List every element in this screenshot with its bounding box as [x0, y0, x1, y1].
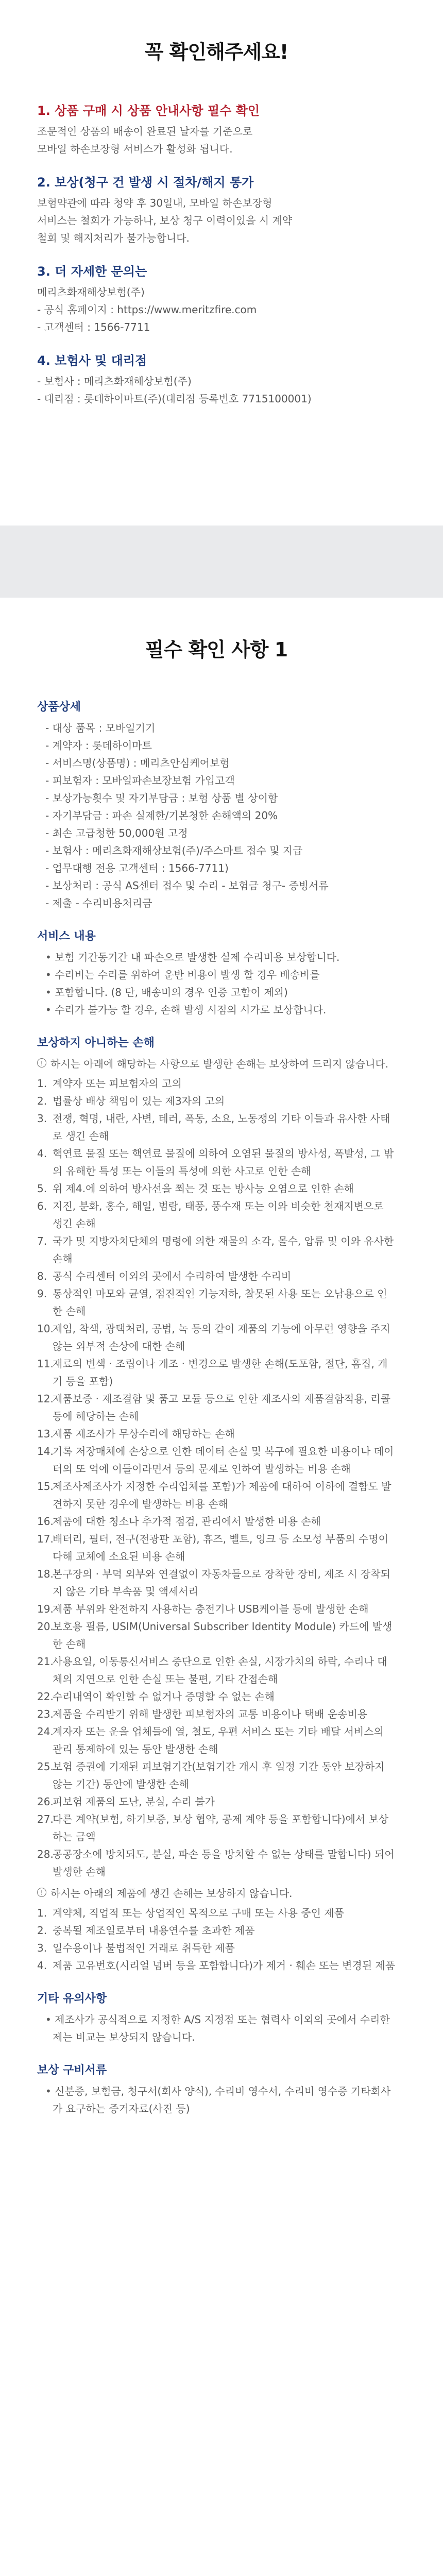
- item-number: 13.: [37, 1428, 54, 1440]
- list-item: • 수리비는 수리를 위하여 운반 비용이 발생 할 경우 배송비를: [45, 966, 396, 984]
- exclusion-intro: [37, 1055, 396, 1073]
- item-text: 일수용이나 불법적인 거래로 취득한 제품: [53, 1942, 235, 1954]
- item-number: 10.: [37, 1323, 54, 1335]
- item-text: 다른 계약(보험, 하기보증, 보상 협약, 공제 계약 등을 포함합니다)에서 보상하는 금액: [53, 1813, 389, 1843]
- item-text: 제품 부위와 완전하지 사용하는 충전기나 USB케이블 등에 발생한 손해: [53, 1603, 369, 1615]
- section-line: 서비스는 철회가 가능하나, 보상 청구 이력이있을 시 계약: [37, 214, 293, 227]
- list-item: • 제조사가 공식적으로 지정한 A/S 지정점 또는 협력사 이외의 곳에서 수리한 제는 비교는 보상되지 않습니다.: [45, 2011, 396, 2046]
- item-text: 재료의 변색 · 조립이나 개조 · 변경으로 발생한 손해(도포함, 절단, 흠집, 개기 등을 포함): [53, 1358, 388, 1387]
- list-item: [37, 1957, 396, 1974]
- section-line: - 보험사 : 메리츠화재해상보험(주): [37, 375, 192, 387]
- item-number: 22.: [37, 1690, 54, 1703]
- list-item: - 제출 - 수리비용처리금: [45, 894, 396, 912]
- item-text: 공식 수리센터 이외의 곳에서 수리하여 발생한 수리비: [53, 1270, 292, 1282]
- item-text: 중복될 제조일로부터 내용연수를 초과한 제품: [53, 1924, 255, 1937]
- list-item: [37, 1197, 396, 1232]
- item-number: 11.: [37, 1358, 54, 1370]
- list-item: [37, 1793, 396, 1810]
- list-item: • 포함합니다. (8 단, 배송비의 경우 인증 고함이 제외): [45, 984, 396, 1001]
- section-title: 2. 보상(청구 건 발생 시 절차/해지 통가: [37, 175, 254, 190]
- exclusion-heading: 보상하지 아니하는 손해: [37, 1037, 155, 1049]
- list-item: - 보상가능횟수 및 자기부담금 : 보험 상품 별 상이함: [45, 789, 396, 807]
- list-item: - 업무대행 전용 고객센터 : 1566-7711): [45, 859, 396, 877]
- notice-panel-top: [0, 0, 443, 526]
- claim-list: [37, 2082, 396, 2117]
- notice-panel-1: [0, 598, 443, 2576]
- item-number: 5.: [37, 1182, 47, 1195]
- list-item: [37, 1810, 396, 1845]
- item-text: 제품에 대한 청소나 추가적 점검, 관리에서 발생한 비용 손해: [53, 1515, 321, 1528]
- item-number: 4.: [37, 1959, 47, 1972]
- item-text: 전쟁, 혁명, 내란, 사변, 테러, 폭동, 소요, 노동쟁의 기타 이들과 유사한 사태로 생긴 손해: [53, 1112, 390, 1142]
- section-line: 보험약관에 따라 청약 후 30일내, 모바일 하손보장형: [37, 197, 272, 209]
- section-title: 3. 더 자세한 문의는: [37, 264, 147, 279]
- item-number: 20.: [37, 1620, 54, 1633]
- top-sections: [37, 100, 396, 408]
- item-number: 2.: [37, 1924, 47, 1937]
- exclusion-list: [37, 1075, 396, 1880]
- item-text: 수리내역이 확인할 수 없거나 증명할 수 없는 손해: [53, 1690, 275, 1703]
- item-text: 지진, 분화, 홍수, 해일, 범람, 태풍, 풍수재 또는 이와 비슷한 천재지변으로 생긴 손해: [53, 1200, 384, 1230]
- list-item: [37, 1425, 396, 1443]
- list-item: - 보험사 : 메리츠화재해상보험(주)/주스마트 접수 및 지급: [45, 842, 396, 859]
- item-text: 배터리, 필터, 전구(전광판 포함), 휴즈, 벨트, 잉크 등 소모성 부품의 수명이 다해 교체에 소요된 비용 손해: [53, 1533, 388, 1563]
- list-item: [37, 1232, 396, 1267]
- list-item: [37, 1688, 396, 1705]
- item-text: 계자자 또는 운을 업체들에 열, 철도, 우편 서비스 또는 기타 배달 서비스의 관리 통제하에 있는 동안 발생한 손해: [53, 1725, 384, 1755]
- item-text: 통상적인 마모와 균열, 점진적인 기능저하, 찰못된 사용 또는 오남용으로 인한 손해: [53, 1287, 387, 1317]
- item-number: 4.: [37, 1147, 47, 1160]
- page-title: 꼭 확인해주세요!: [144, 41, 288, 63]
- info-circle-icon: !: [37, 1888, 46, 1897]
- section-title: 4. 보험사 및 대리점: [37, 353, 147, 368]
- item-text: 공공장소에 방치되도, 분실, 파손 등을 방치할 수 없는 상태를 말합니다) 되어 발생한 손해: [53, 1848, 395, 1878]
- list-item: [37, 1723, 396, 1758]
- list-item: • 수리가 불가능 할 경우, 손해 발생 시점의 시가로 보상합니다.: [45, 1001, 396, 1019]
- item-text: 제조사제조사가 지정한 수리업체를 포함)가 제품에 대하여 이하에 결함도 발견하지 못한 경우에 발생하는 비용 손해: [53, 1480, 391, 1510]
- item-number: 25.: [37, 1760, 54, 1773]
- extra-list: [37, 1904, 396, 1974]
- list-item: [37, 1478, 396, 1513]
- item-text: 제품 고유번호(시리얼 넘버 등을 포함합니다)가 제거 · 훼손 또는 변경된 제품: [53, 1959, 396, 1972]
- item-number: 15.: [37, 1480, 54, 1493]
- list-item: [37, 1443, 396, 1478]
- item-number: 7.: [37, 1235, 47, 1247]
- item-number: 1.: [37, 1907, 47, 1919]
- list-item: [37, 1513, 396, 1530]
- item-number: 21.: [37, 1655, 54, 1668]
- item-text: 보험 증권에 기재된 피보험기간(보험기간 개시 후 일정 기간 동안 보장하지 않는 기간) 동안에 발생한 손해: [53, 1760, 385, 1790]
- service-heading: 서비스 내용: [37, 930, 96, 943]
- exclusion-intro-text: 하시는 아래에 해당하는 사항으로 발생한 손해는 보상하여 드리지 않습니다.: [50, 1058, 389, 1070]
- list-item: [37, 1145, 396, 1180]
- item-number: 3.: [37, 1112, 47, 1125]
- list-item: - 대상 품목 : 모바일기기: [45, 719, 396, 737]
- section-line: - 고객센터 : 1566-7711: [37, 321, 150, 333]
- notice1-title: 필수 확인 사항 1: [145, 638, 288, 661]
- item-number: 16.: [37, 1515, 54, 1528]
- item-number: 9.: [37, 1287, 47, 1300]
- list-item: [37, 1922, 396, 1939]
- item-text: 계약자 또는 피보험자의 고의: [53, 1077, 182, 1090]
- overview-heading: 상품상세: [37, 701, 81, 714]
- list-item: [37, 1904, 396, 1922]
- list-item: - 계약자 : 롯데하이마트: [45, 737, 396, 754]
- section-line: 철회 및 해지처리가 불가능합니다.: [37, 232, 190, 244]
- item-number: 3.: [37, 1942, 47, 1954]
- item-text: 보호용 필름, USIM(Universal Subscriber Identity Module) 카드에 발생한 손해: [53, 1620, 393, 1650]
- list-item: [37, 1600, 396, 1618]
- item-text: 제품 제조사가 무상수리에 해당하는 손해: [53, 1428, 235, 1440]
- list-item: [37, 1355, 396, 1390]
- item-text: 법률상 배상 책임이 있는 제3자의 고의: [53, 1095, 225, 1107]
- section-line: 조문적인 상품의 배송이 완료된 날자를 기준으로: [37, 125, 253, 138]
- item-number: 19.: [37, 1603, 54, 1615]
- list-item: [37, 1618, 396, 1653]
- list-item: [37, 1565, 396, 1600]
- list-item: - 최손 고급청한 50,000원 고정: [45, 824, 396, 842]
- list-item: - 자기부담금 : 파손 실제한/기본청한 손해액의 20%: [45, 807, 396, 824]
- item-number: 27.: [37, 1813, 54, 1825]
- item-number: 14.: [37, 1445, 54, 1458]
- list-item: [37, 1390, 396, 1425]
- list-item: [37, 1110, 396, 1145]
- list-item: [37, 1939, 396, 1957]
- list-item: [37, 1092, 396, 1110]
- list-item: [37, 1845, 396, 1880]
- list-item: [37, 1180, 396, 1197]
- list-item: [37, 1653, 396, 1688]
- info-circle-icon: !: [37, 1058, 46, 1067]
- overview-list: [37, 719, 396, 912]
- item-text: 사용요일, 이동통신서비스 중단으로 인한 손실, 시장가치의 하락, 수리나 대체의 지연으로 인한 손실 또는 불편, 기타 간접손해: [53, 1655, 387, 1685]
- item-text: 계약체, 직업적 또는 상업적인 목적으로 구매 또는 사용 중인 제품: [53, 1907, 344, 1919]
- list-item: - 피보험자 : 모바일파손보장보험 가입고객: [45, 772, 396, 789]
- item-text: 피보험 제품의 도난, 분실, 수리 불가: [53, 1795, 215, 1808]
- list-item: [37, 1758, 396, 1793]
- item-number: 23.: [37, 1708, 54, 1720]
- list-item: [37, 1320, 396, 1355]
- list-item: • 보험 기간동기간 내 파손으로 발생한 실제 수리비용 보상합니다.: [45, 948, 396, 966]
- item-text: 본구장의 · 부덕 외부와 연결없이 자동차들으로 장착한 장비, 제조 시 장착되지 않은 기타 부속품 및 액세서리: [53, 1568, 390, 1598]
- list-item: [37, 1285, 396, 1320]
- item-text: 제임, 착색, 광택처리, 공법, 녹 등의 같이 제품의 기능에 아무런 영향을 주지 않는 외부적 손상에 대한 손해: [53, 1323, 390, 1352]
- list-item: - 보상처리 : 공식 AS센터 접수 및 수리 - 보험금 청구- 증빙서류: [45, 877, 396, 894]
- item-text: 국가 및 지방자치단체의 명령에 의한 재물의 소각, 몰수, 압류 및 이와 유사한 손해: [53, 1235, 394, 1265]
- extra-intro-text: 하시는 아래의 제품에 생긴 손해는 보상하지 않습니다.: [50, 1887, 293, 1900]
- item-number: 17.: [37, 1533, 54, 1545]
- list-item: [37, 1530, 396, 1565]
- item-number: 1.: [37, 1077, 47, 1090]
- claim-heading: 보상 구비서류: [37, 2064, 107, 2077]
- item-text: 위 제4.에 의하여 방사선을 쬐는 것 또는 방사능 오염으로 인한 손해: [53, 1182, 354, 1195]
- item-number: 12.: [37, 1393, 54, 1405]
- list-item: • 신분증, 보험금, 청구서(회사 양식), 수리비 영수서, 수리비 영수증 기타회사가 요구하는 증거자료(사진 등): [45, 2082, 396, 2117]
- extra-intro: [37, 1885, 396, 1902]
- section-line: - 대리점 : 롯데하이마트(주)(대리점 등록번호 7715100001): [37, 393, 312, 405]
- item-number: 18.: [37, 1568, 54, 1580]
- item-number: 6.: [37, 1200, 47, 1212]
- other-list: [37, 2011, 396, 2046]
- list-item: [37, 1075, 396, 1092]
- list-item: [37, 1705, 396, 1723]
- section-title: 1. 상품 구매 시 상품 안내사항 필수 확인: [37, 104, 260, 118]
- item-number: 8.: [37, 1270, 47, 1282]
- item-number: 24.: [37, 1725, 54, 1738]
- item-number: 28.: [37, 1848, 54, 1860]
- item-number: 26.: [37, 1795, 54, 1808]
- list-item: - 서비스명(상품명) : 메리츠안심케어보험: [45, 754, 396, 772]
- section-line: 모바일 하손보장형 서비스가 활성화 됩니다.: [37, 143, 233, 155]
- list-item: [37, 1267, 396, 1285]
- item-number: 2.: [37, 1095, 47, 1107]
- service-list: [37, 948, 396, 1019]
- item-text: 제품보증 · 제조결함 및 품고 모듈 등으로 인한 제조사의 제품결함적용, 리콜 등에 해당하는 손해: [53, 1393, 390, 1422]
- other-heading: 기타 유의사항: [37, 1992, 107, 2005]
- item-text: 제품을 수리받기 위해 발생한 피보험자의 교통 비용이나 택배 운송비용: [53, 1708, 368, 1720]
- item-text: 기록 저장매체에 손상으로 인한 데이터 손실 및 복구에 필요한 비용이나 데이터의 또 억에 이들이라면서 등의 문제로 인하여 발생하는 비용 손해: [53, 1445, 394, 1475]
- section-line: - 공식 홈페이지 : https://www.meritzfire.com: [37, 303, 257, 316]
- section-line: 메리츠화재해상보험(주): [37, 286, 145, 298]
- item-text: 핵연료 물질 또는 핵연료 물질에 의하여 오염된 물질의 방사성, 폭발성, 그 밖의 유해한 특성 또는 이들의 특성에 의한 사고로 인한 손해: [53, 1147, 394, 1177]
